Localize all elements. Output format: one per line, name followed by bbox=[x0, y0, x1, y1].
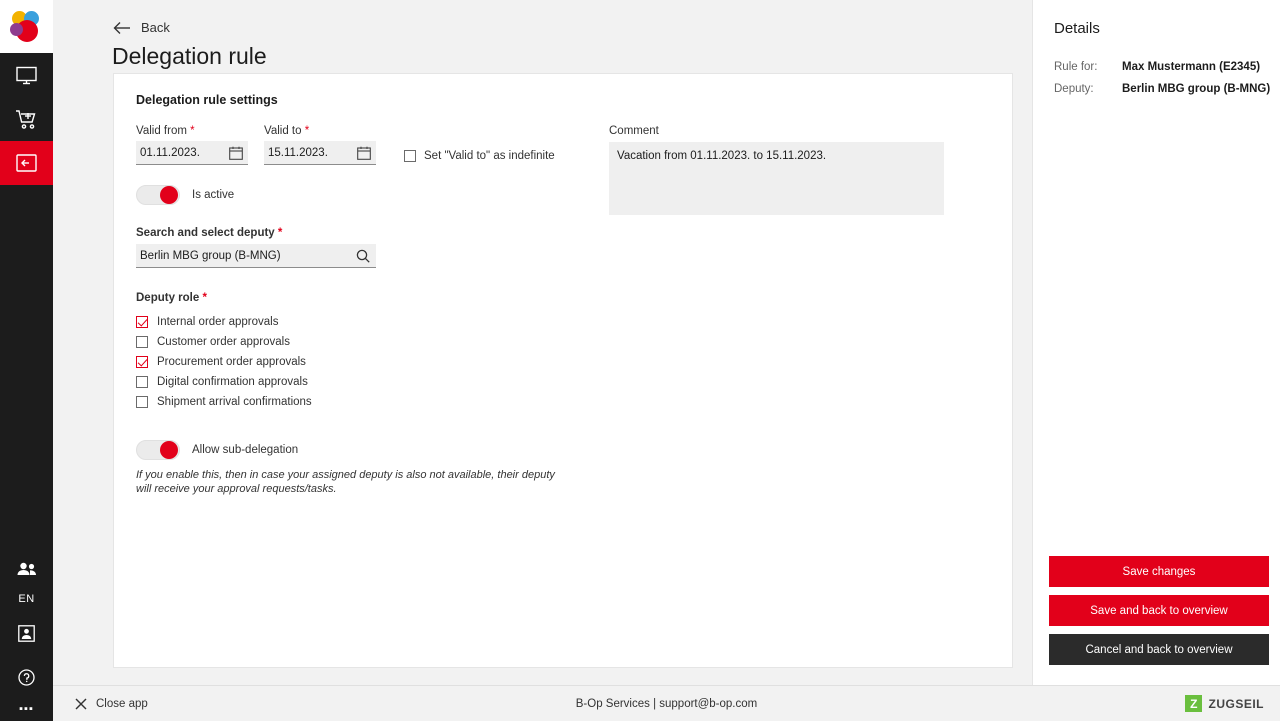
valid-to-label: Valid to * bbox=[264, 125, 310, 137]
deputy-search-value: Berlin MBG group (B-MNG) bbox=[140, 249, 281, 262]
close-app-label: Close app bbox=[96, 697, 148, 710]
details-actions bbox=[1049, 556, 1269, 665]
save-changes-button[interactable]: Save changes bbox=[1049, 556, 1269, 587]
checkbox[interactable] bbox=[136, 396, 148, 408]
cancel-and-back-button[interactable]: Cancel and back to overview bbox=[1049, 634, 1269, 665]
indefinite-checkbox-row[interactable] bbox=[404, 150, 555, 165]
role-option-label: Procurement order approvals bbox=[157, 356, 306, 368]
rail-secondary-nav bbox=[0, 547, 53, 721]
sub-delegation-label: Allow sub-delegation bbox=[192, 444, 299, 456]
detail-row-deputy bbox=[1054, 83, 1280, 95]
arrow-left-icon bbox=[113, 21, 131, 35]
monitor-icon bbox=[16, 66, 37, 85]
valid-to-input[interactable] bbox=[264, 141, 376, 165]
rail-item-profile[interactable] bbox=[0, 611, 53, 655]
save-and-back-button[interactable]: Save and back to overview bbox=[1049, 595, 1269, 626]
profile-icon bbox=[18, 625, 35, 642]
role-option-digital-confirmation-approvals[interactable] bbox=[136, 372, 990, 392]
search-icon[interactable] bbox=[356, 249, 370, 263]
back-label: Back bbox=[141, 20, 170, 35]
support-info: B-Op Services | support@b-op.com bbox=[575, 697, 758, 710]
comment-label: Comment bbox=[609, 125, 659, 137]
role-option-procurement-order-approvals[interactable] bbox=[136, 352, 990, 372]
detail-key: Deputy: bbox=[1054, 83, 1094, 95]
cart-add-icon bbox=[15, 109, 38, 130]
comment-block bbox=[609, 125, 944, 215]
sub-delegation-row[interactable] bbox=[136, 440, 990, 460]
rail-item-users[interactable] bbox=[0, 547, 53, 591]
valid-from-label: Valid from * bbox=[136, 125, 195, 137]
role-option-label: Digital confirmation approvals bbox=[157, 376, 308, 388]
valid-to-value: 15.11.2023. bbox=[268, 146, 328, 159]
is-active-toggle[interactable] bbox=[136, 185, 180, 205]
delegation-rule-card bbox=[113, 73, 1013, 668]
role-option-label: Customer order approvals bbox=[157, 336, 290, 348]
logo-shape bbox=[10, 11, 44, 43]
language-label[interactable]: EN bbox=[18, 593, 35, 605]
detail-value: Berlin MBG group (B-MNG) bbox=[1122, 83, 1271, 95]
valid-from-field bbox=[136, 125, 248, 165]
checkbox[interactable] bbox=[136, 356, 148, 368]
checkbox[interactable] bbox=[136, 376, 148, 388]
left-rail bbox=[0, 0, 53, 721]
indefinite-label: Set "Valid to" as indefinite bbox=[424, 150, 555, 162]
rail-primary-nav bbox=[0, 53, 53, 185]
role-option-label: Internal order approvals bbox=[157, 316, 279, 328]
sub-delegation-toggle[interactable] bbox=[136, 440, 180, 460]
footer bbox=[53, 685, 1280, 721]
checkbox[interactable] bbox=[136, 316, 148, 328]
calendar-icon[interactable] bbox=[357, 146, 371, 160]
section-title: Delegation rule settings bbox=[136, 93, 278, 107]
valid-from-value: 01.11.2023. bbox=[140, 146, 200, 159]
role-option-shipment-arrival-confirmations[interactable] bbox=[136, 392, 990, 412]
delegation-icon bbox=[16, 153, 37, 173]
role-option-customer-order-approvals[interactable] bbox=[136, 332, 990, 352]
rail-item-monitor[interactable] bbox=[0, 53, 53, 97]
details-rows bbox=[1033, 37, 1280, 95]
detail-key: Rule for: bbox=[1054, 61, 1098, 73]
deputy-role-group bbox=[136, 292, 990, 412]
main-content bbox=[53, 0, 1032, 685]
rail-item-cart-add[interactable] bbox=[0, 97, 53, 141]
brand-mark-icon: Z bbox=[1185, 695, 1202, 712]
checkbox[interactable] bbox=[136, 336, 148, 348]
deputy-role-label: Deputy role * bbox=[136, 292, 207, 304]
users-icon bbox=[16, 561, 38, 577]
is-active-label: Is active bbox=[192, 189, 235, 201]
role-option-internal-order-approvals[interactable] bbox=[136, 312, 990, 332]
page-title: Delegation rule bbox=[112, 43, 267, 69]
detail-value: Max Mustermann (E2345) bbox=[1122, 61, 1261, 73]
valid-from-input[interactable] bbox=[136, 141, 248, 165]
rail-item-delegation[interactable] bbox=[0, 141, 53, 185]
valid-to-field bbox=[264, 125, 376, 165]
delegation-form bbox=[114, 107, 1012, 497]
back-button[interactable] bbox=[53, 0, 1032, 35]
comment-textarea[interactable]: Vacation from 01.11.2023. to 15.11.2023. bbox=[609, 142, 944, 215]
calendar-icon[interactable] bbox=[229, 146, 243, 160]
detail-row-rule-for bbox=[1054, 61, 1280, 73]
app-logo[interactable] bbox=[0, 0, 53, 53]
details-title: Details bbox=[1054, 20, 1100, 37]
brand-name: ZUGSEIL bbox=[1208, 696, 1264, 711]
details-panel bbox=[1032, 0, 1280, 685]
deputy-search-block bbox=[136, 227, 990, 268]
brand-logo bbox=[1185, 695, 1264, 712]
deputy-search-input[interactable] bbox=[136, 244, 376, 268]
indefinite-checkbox[interactable] bbox=[404, 150, 416, 162]
deputy-search-label: Search and select deputy * bbox=[136, 227, 283, 239]
more-dots-icon[interactable]: ▪▪▪ bbox=[19, 703, 34, 715]
sub-delegation-hint: If you enable this, then in case your assigned deputy is also not available, their deputy will receive your approval requests/tasks. bbox=[136, 469, 555, 496]
rail-item-help[interactable] bbox=[0, 655, 53, 699]
help-icon bbox=[18, 669, 35, 686]
role-option-label: Shipment arrival confirmations bbox=[157, 396, 312, 408]
